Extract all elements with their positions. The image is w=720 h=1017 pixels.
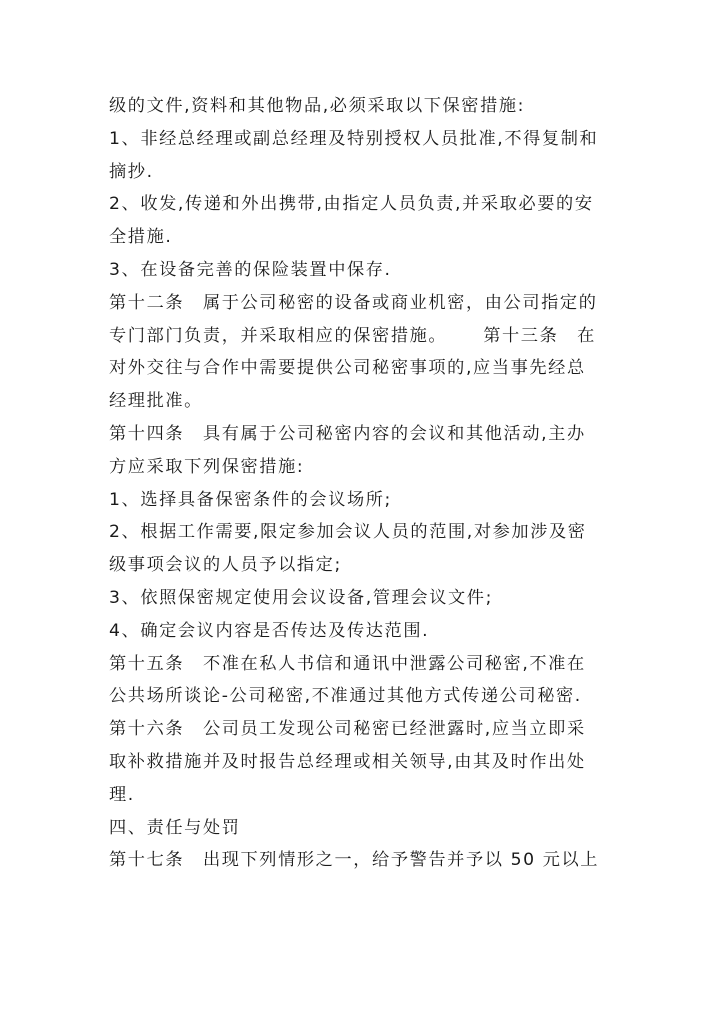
text-line: 4、确定会议内容是否传达及传达范围. [109,620,430,641]
text-line: 经理批准。 [109,391,203,412]
text-line: 理. [109,784,135,805]
text-line: 公共场所谈论-公司秘密,不准通过其他方式传递公司秘密. [109,686,582,707]
text-line: 第十五条 不准在私人书信和通讯中泄露公司秘密,不准在 [109,653,586,674]
text-line: 专门部门负责，并采取相应的保密措施。 第十三条 在 [109,325,596,346]
section-heading: 四、责任与处罚 [109,817,241,838]
text-line: 第十四条 具有属于公司秘密内容的会议和其他活动,主办 [109,423,586,444]
text-line: 摘抄. [109,161,154,182]
text-line: 第十二条 属于公司秘密的设备或商业机密，由公司指定的 [109,292,598,313]
text-line: 全措施. [109,227,173,248]
text-line: 级的文件,资料和其他物品,必须采取以下保密措施: [109,96,526,116]
text-line: 2、根据工作需要,限定参加会议人员的范围,对参加涉及密 [109,522,587,543]
text-line: 方应采取下列保密措施: [109,456,305,477]
text-line: 3、依照保密规定使用会议设备,管理会议文件; [109,587,493,608]
text-line: 对外交往与合作中需要提供公司秘密事项的,应当事先经总 [109,358,586,379]
text-line: 第十六条 公司员工发现公司秘密已经泄露时,应当立即采 [109,719,586,740]
text-line: 级事项会议的人员予以指定; [109,555,342,576]
text-line: 第十七条 出现下列情形之一，给予警告并予以 50 元以上 [109,850,600,871]
text-line: 2、收发,传递和外出携带,由指定人员负责,并采取必要的安 [109,194,594,215]
text-line: 3、在设备完善的保险装置中保存. [109,259,392,280]
text-line: 取补救措施并及时报告总经理或相关领导,由其及时作出处 [109,751,586,772]
document-body [109,90,614,877]
text-line: 1、选择具备保密条件的会议场所; [109,489,392,510]
text-line: 1、非经总经理或副总经理及特别授权人员批准,不得复制和 [109,128,599,149]
